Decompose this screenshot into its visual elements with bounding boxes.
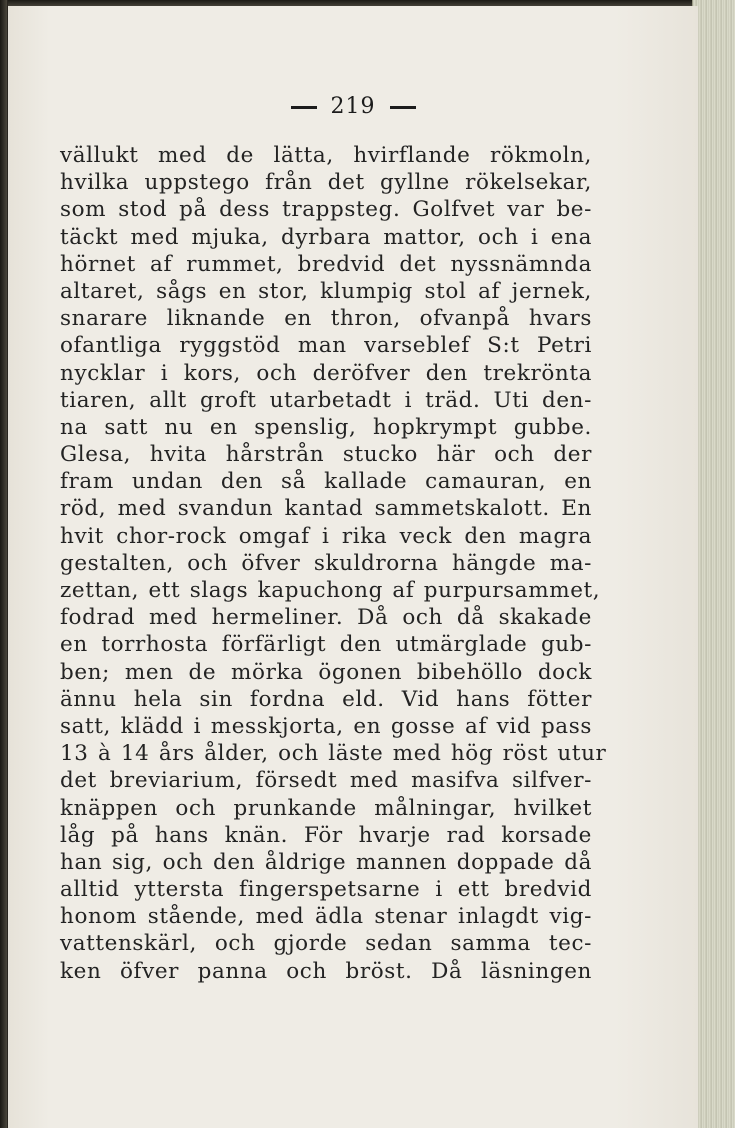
text-line: alltid yttersta fingerspetsarne i ett bredvid [60,877,592,903]
text-line: Glesa, hvita hårstrån stucko här och der [60,442,592,468]
header-dash-left [291,106,317,109]
book-fore-edge [692,0,735,1128]
page-sheet [8,6,698,1128]
text-line: hvilka uppstego från det gyllne rökelsekar, [60,170,592,196]
text-line: hvit chor-rock omgaf i rika veck den magra [60,523,592,549]
text-line: tiaren, allt groft utarbetadt i träd. Uti den- [60,387,592,413]
text-line: en torrhosta förfärligt den utmärglade gub- [60,632,592,658]
text-line: snarare liknande en thron, ofvanpå hvars [60,306,592,332]
text-line: som stod på dess trappsteg. Golfvet var be- [60,197,592,223]
body-text [60,142,607,985]
text-line: 13 à 14 års ålder, och läste med hög röst utur [60,741,607,767]
text-line: fram undan den så kallade camauran, en [60,469,592,495]
text-line: vällukt med de lätta, hvirflande rökmoln, [60,143,592,168]
page-header [8,94,698,119]
text-line: nycklar i kors, och deröfver den trekrönta [60,360,592,386]
header-dash-right [390,106,416,109]
text-line: ännu hela sin fordna eld. Vid hans fötter [60,686,592,712]
text-line: knäppen och prunkande målningar, hvilket [60,795,592,821]
text-line: låg på hans knän. För hvarje rad korsade [60,822,592,848]
page-number: 219 [330,94,376,119]
text-line: hörnet af rummet, bredvid det nyssnämnda [60,251,592,277]
text-line: ofantliga ryggstöd man varseblef S:t Petri [60,333,592,359]
text-line: gestalten, och öfver skuldrorna hängde ma- [60,550,592,576]
text-line: satt, klädd i messkjorta, en gosse af vid pass [60,713,592,739]
text-line: röd, med svandun kantad sammetskalott. En [60,496,592,522]
book-binding-edge [0,0,7,1128]
text-line: det breviarium, försedt med masifva silfver- [60,768,592,794]
text-line: zettan, ett slags kapuchong af purpursammet, [60,578,601,603]
text-line: fodrad med hermeliner. Då och då skakade [60,605,592,631]
text-line: ben; men de mörka ögonen bibehöllo dock [60,659,592,685]
text-line: honom stående, med ädla stenar inlagdt vig- [60,904,592,930]
text-line: vattenskärl, och gjorde sedan samma tec- [60,931,592,957]
text-line: ken öfver panna och bröst. Då läsningen [60,958,592,984]
text-line: altaret, sågs en stor, klumpig stol af jernek, [60,278,592,304]
text-line: täckt med mjuka, dyrbara mattor, och i ena [60,224,592,250]
text-line: na satt nu en spenslig, hopkrympt gubbe. [60,414,592,440]
text-line: han sig, och den åldrige mannen doppade då [60,849,592,875]
